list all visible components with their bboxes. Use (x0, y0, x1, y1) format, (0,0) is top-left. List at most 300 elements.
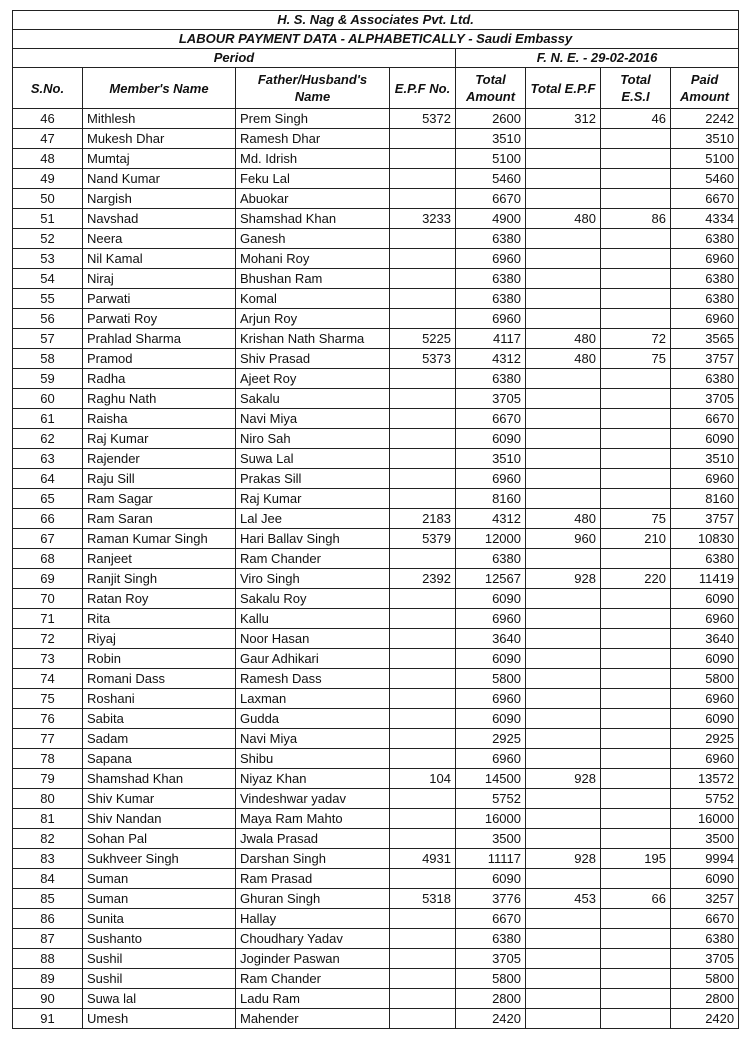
cell-sno: 66 (13, 509, 83, 529)
table-row (13, 749, 739, 769)
cell-member-name: Umesh (83, 1009, 236, 1029)
cell-father-name: Viro Singh (236, 569, 390, 589)
report-title: LABOUR PAYMENT DATA - ALPHABETICALLY - Saudi Embassy (13, 30, 739, 49)
cell-member-name: Sushil (83, 949, 236, 969)
cell-paid-amount: 13572 (671, 769, 739, 789)
cell-total-esi (601, 909, 671, 929)
cell-total-amount: 3705 (456, 949, 526, 969)
cell-total-epf (526, 829, 601, 849)
col-header-member-name: Member's Name (83, 68, 236, 109)
cell-total-esi: 195 (601, 849, 671, 869)
cell-total-epf (526, 649, 601, 669)
cell-epf-no (390, 249, 456, 269)
cell-sno: 79 (13, 769, 83, 789)
cell-member-name: Neera (83, 229, 236, 249)
table-row (13, 789, 739, 809)
cell-epf-no (390, 609, 456, 629)
table-row (13, 529, 739, 549)
cell-sno: 56 (13, 309, 83, 329)
cell-total-esi (601, 689, 671, 709)
cell-total-epf (526, 589, 601, 609)
cell-father-name: Ghuran Singh (236, 889, 390, 909)
cell-sno: 52 (13, 229, 83, 249)
table-row (13, 1009, 739, 1029)
cell-epf-no: 4931 (390, 849, 456, 869)
table-row (13, 969, 739, 989)
cell-total-amount: 3510 (456, 129, 526, 149)
cell-total-epf (526, 629, 601, 649)
cell-sno: 80 (13, 789, 83, 809)
cell-member-name: Suwa lal (83, 989, 236, 1009)
cell-paid-amount: 6090 (671, 649, 739, 669)
cell-paid-amount: 5800 (671, 969, 739, 989)
table-row (13, 289, 739, 309)
cell-total-amount: 6670 (456, 409, 526, 429)
cell-member-name: Shamshad Khan (83, 769, 236, 789)
cell-total-esi (601, 269, 671, 289)
cell-sno: 57 (13, 329, 83, 349)
cell-member-name: Sohan Pal (83, 829, 236, 849)
cell-total-epf (526, 429, 601, 449)
cell-paid-amount: 6090 (671, 869, 739, 889)
cell-sno: 87 (13, 929, 83, 949)
payment-table (12, 10, 739, 1029)
table-row (13, 649, 739, 669)
cell-paid-amount: 2925 (671, 729, 739, 749)
table-row (13, 949, 739, 969)
cell-total-esi (601, 129, 671, 149)
cell-father-name: Sakalu (236, 389, 390, 409)
cell-total-esi (601, 1009, 671, 1029)
cell-total-epf (526, 989, 601, 1009)
cell-member-name: Ranjeet (83, 549, 236, 569)
cell-total-esi (601, 449, 671, 469)
cell-total-esi (601, 749, 671, 769)
cell-total-amount: 6380 (456, 289, 526, 309)
table-row (13, 989, 739, 1009)
cell-total-epf (526, 929, 601, 949)
cell-member-name: Rajender (83, 449, 236, 469)
col-header-paid-amount: Paid Amount (671, 68, 739, 109)
period-label: Period (13, 49, 456, 68)
cell-father-name: Hari Ballav Singh (236, 529, 390, 549)
cell-member-name: Shiv Kumar (83, 789, 236, 809)
table-row (13, 389, 739, 409)
cell-epf-no (390, 189, 456, 209)
cell-member-name: Raju Sill (83, 469, 236, 489)
cell-father-name: Shamshad Khan (236, 209, 390, 229)
cell-member-name: Prahlad Sharma (83, 329, 236, 349)
cell-paid-amount: 6960 (671, 689, 739, 709)
cell-epf-no (390, 129, 456, 149)
cell-father-name: Prakas Sill (236, 469, 390, 489)
cell-total-epf (526, 249, 601, 269)
cell-paid-amount: 6960 (671, 249, 739, 269)
cell-sno: 68 (13, 549, 83, 569)
cell-father-name: Navi Miya (236, 729, 390, 749)
cell-total-esi (601, 989, 671, 1009)
cell-total-esi (601, 289, 671, 309)
table-row (13, 769, 739, 789)
cell-epf-no: 2392 (390, 569, 456, 589)
cell-father-name: Sakalu Roy (236, 589, 390, 609)
cell-epf-no (390, 549, 456, 569)
cell-total-amount: 6380 (456, 549, 526, 569)
cell-total-amount: 6960 (456, 309, 526, 329)
cell-total-esi (601, 769, 671, 789)
cell-member-name: Sukhveer Singh (83, 849, 236, 869)
cell-sno: 65 (13, 489, 83, 509)
cell-father-name: Maya Ram Mahto (236, 809, 390, 829)
cell-member-name: Suman (83, 869, 236, 889)
cell-total-epf (526, 669, 601, 689)
table-row (13, 549, 739, 569)
cell-paid-amount: 3510 (671, 129, 739, 149)
table-row (13, 629, 739, 649)
cell-total-amount: 6670 (456, 189, 526, 209)
cell-total-amount: 6670 (456, 909, 526, 929)
cell-total-amount: 6960 (456, 749, 526, 769)
cell-epf-no (390, 709, 456, 729)
table-row (13, 729, 739, 749)
cell-member-name: Nargish (83, 189, 236, 209)
table-row (13, 609, 739, 629)
cell-total-amount: 6380 (456, 929, 526, 949)
cell-member-name: Roshani (83, 689, 236, 709)
cell-paid-amount: 2242 (671, 109, 739, 129)
company-name: H. S. Nag & Associates Pvt. Ltd. (13, 11, 739, 30)
cell-total-amount: 12567 (456, 569, 526, 589)
table-row (13, 509, 739, 529)
cell-sno: 72 (13, 629, 83, 649)
cell-total-epf (526, 1009, 601, 1029)
cell-father-name: Mohani Roy (236, 249, 390, 269)
cell-epf-no (390, 629, 456, 649)
cell-sno: 59 (13, 369, 83, 389)
cell-sno: 77 (13, 729, 83, 749)
cell-total-epf (526, 969, 601, 989)
table-row (13, 249, 739, 269)
cell-total-amount: 6090 (456, 589, 526, 609)
cell-father-name: Ganesh (236, 229, 390, 249)
cell-total-esi (601, 489, 671, 509)
table-row (13, 909, 739, 929)
cell-father-name: Shiv Prasad (236, 349, 390, 369)
cell-paid-amount: 6090 (671, 709, 739, 729)
cell-member-name: Niraj (83, 269, 236, 289)
cell-father-name: Lal Jee (236, 509, 390, 529)
cell-total-amount: 6960 (456, 249, 526, 269)
cell-sno: 61 (13, 409, 83, 429)
cell-paid-amount: 3757 (671, 349, 739, 369)
cell-total-amount: 11117 (456, 849, 526, 869)
cell-sno: 51 (13, 209, 83, 229)
cell-epf-no (390, 669, 456, 689)
cell-paid-amount: 3257 (671, 889, 739, 909)
cell-total-amount: 5460 (456, 169, 526, 189)
cell-total-amount: 14500 (456, 769, 526, 789)
cell-member-name: Ram Sagar (83, 489, 236, 509)
cell-total-epf (526, 689, 601, 709)
cell-total-esi (601, 969, 671, 989)
cell-total-epf (526, 269, 601, 289)
cell-total-amount: 5100 (456, 149, 526, 169)
cell-epf-no (390, 389, 456, 409)
cell-father-name: Choudhary Yadav (236, 929, 390, 949)
cell-total-epf (526, 129, 601, 149)
cell-member-name: Mumtaj (83, 149, 236, 169)
payment-sheet (12, 10, 738, 1029)
cell-father-name: Kallu (236, 609, 390, 629)
cell-member-name: Raghu Nath (83, 389, 236, 409)
cell-total-esi: 210 (601, 529, 671, 549)
cell-epf-no (390, 429, 456, 449)
cell-member-name: Romani Dass (83, 669, 236, 689)
cell-total-esi (601, 309, 671, 329)
cell-total-amount: 4117 (456, 329, 526, 349)
cell-member-name: Raman Kumar Singh (83, 529, 236, 549)
cell-father-name: Ramesh Dhar (236, 129, 390, 149)
cell-total-esi: 220 (601, 569, 671, 589)
cell-father-name: Feku Lal (236, 169, 390, 189)
cell-paid-amount: 5800 (671, 669, 739, 689)
cell-total-amount: 3705 (456, 389, 526, 409)
cell-total-epf (526, 729, 601, 749)
cell-father-name: Krishan Nath Sharma (236, 329, 390, 349)
cell-father-name: Hallay (236, 909, 390, 929)
cell-total-esi (601, 589, 671, 609)
cell-paid-amount: 5460 (671, 169, 739, 189)
cell-sno: 48 (13, 149, 83, 169)
cell-paid-amount: 6090 (671, 589, 739, 609)
cell-paid-amount: 3500 (671, 829, 739, 849)
cell-member-name: Robin (83, 649, 236, 669)
cell-total-esi: 75 (601, 509, 671, 529)
cell-member-name: Nil Kamal (83, 249, 236, 269)
cell-total-amount: 5800 (456, 969, 526, 989)
cell-father-name: Ladu Ram (236, 989, 390, 1009)
cell-sno: 64 (13, 469, 83, 489)
cell-epf-no (390, 929, 456, 949)
cell-sno: 54 (13, 269, 83, 289)
table-row (13, 229, 739, 249)
cell-member-name: Sapana (83, 749, 236, 769)
cell-total-amount: 4312 (456, 349, 526, 369)
cell-total-esi (601, 549, 671, 569)
cell-sno: 88 (13, 949, 83, 969)
cell-epf-no (390, 449, 456, 469)
cell-sno: 71 (13, 609, 83, 629)
cell-epf-no: 5372 (390, 109, 456, 129)
table-row (13, 809, 739, 829)
cell-total-amount: 3640 (456, 629, 526, 649)
cell-epf-no (390, 149, 456, 169)
cell-father-name: Ram Chander (236, 549, 390, 569)
cell-member-name: Navshad (83, 209, 236, 229)
cell-total-epf (526, 789, 601, 809)
cell-sno: 58 (13, 349, 83, 369)
cell-total-esi: 86 (601, 209, 671, 229)
cell-total-amount: 6960 (456, 609, 526, 629)
table-row (13, 489, 739, 509)
table-row (13, 849, 739, 869)
cell-sno: 62 (13, 429, 83, 449)
cell-total-epf (526, 809, 601, 829)
cell-epf-no: 5373 (390, 349, 456, 369)
cell-paid-amount: 6960 (671, 309, 739, 329)
cell-sno: 85 (13, 889, 83, 909)
cell-member-name: Mithlesh (83, 109, 236, 129)
cell-epf-no: 5225 (390, 329, 456, 349)
cell-paid-amount: 6670 (671, 909, 739, 929)
cell-member-name: Ratan Roy (83, 589, 236, 609)
cell-member-name: Rita (83, 609, 236, 629)
cell-epf-no (390, 309, 456, 329)
cell-total-epf: 480 (526, 209, 601, 229)
cell-paid-amount: 6670 (671, 189, 739, 209)
cell-total-esi (601, 609, 671, 629)
cell-sno: 74 (13, 669, 83, 689)
cell-father-name: Navi Miya (236, 409, 390, 429)
cell-sno: 84 (13, 869, 83, 889)
cell-epf-no (390, 689, 456, 709)
table-row (13, 269, 739, 289)
cell-paid-amount: 4334 (671, 209, 739, 229)
cell-member-name: Parwati Roy (83, 309, 236, 329)
cell-paid-amount: 6960 (671, 609, 739, 629)
cell-father-name: Vindeshwar yadav (236, 789, 390, 809)
cell-epf-no (390, 489, 456, 509)
cell-total-esi (601, 429, 671, 449)
cell-member-name: Sunita (83, 909, 236, 929)
cell-total-epf: 312 (526, 109, 601, 129)
cell-father-name: Ramesh Dass (236, 669, 390, 689)
cell-paid-amount: 3640 (671, 629, 739, 649)
cell-total-amount: 4900 (456, 209, 526, 229)
cell-total-amount: 6960 (456, 689, 526, 709)
col-header-epf-no: E.P.F No. (390, 68, 456, 109)
table-row (13, 189, 739, 209)
cell-total-amount: 2420 (456, 1009, 526, 1029)
cell-father-name: Gaur Adhikari (236, 649, 390, 669)
cell-member-name: Sushanto (83, 929, 236, 949)
cell-total-epf (526, 469, 601, 489)
cell-sno: 78 (13, 749, 83, 769)
cell-epf-no (390, 409, 456, 429)
cell-total-amount: 6090 (456, 649, 526, 669)
cell-father-name: Joginder Paswan (236, 949, 390, 969)
cell-total-amount: 6090 (456, 429, 526, 449)
cell-total-esi (601, 789, 671, 809)
table-row (13, 469, 739, 489)
cell-father-name: Niro Sah (236, 429, 390, 449)
cell-epf-no (390, 169, 456, 189)
cell-paid-amount: 2420 (671, 1009, 739, 1029)
cell-total-epf: 960 (526, 529, 601, 549)
cell-epf-no (390, 749, 456, 769)
table-row (13, 449, 739, 469)
cell-epf-no (390, 989, 456, 1009)
cell-total-esi (601, 389, 671, 409)
cell-member-name: Suman (83, 889, 236, 909)
cell-total-epf (526, 289, 601, 309)
cell-total-epf: 928 (526, 569, 601, 589)
cell-total-epf (526, 409, 601, 429)
cell-sno: 70 (13, 589, 83, 609)
cell-sno: 82 (13, 829, 83, 849)
cell-sno: 73 (13, 649, 83, 669)
cell-total-epf (526, 489, 601, 509)
cell-paid-amount: 3705 (671, 389, 739, 409)
table-row (13, 369, 739, 389)
cell-member-name: Ram Saran (83, 509, 236, 529)
cell-total-epf (526, 909, 601, 929)
cell-total-epf (526, 449, 601, 469)
cell-epf-no (390, 909, 456, 929)
cell-total-esi (601, 469, 671, 489)
cell-sno: 91 (13, 1009, 83, 1029)
cell-epf-no (390, 869, 456, 889)
table-row (13, 429, 739, 449)
col-header-father-name: Father/Husband's Name (236, 68, 390, 109)
cell-total-amount: 2800 (456, 989, 526, 1009)
cell-paid-amount: 6380 (671, 369, 739, 389)
table-row (13, 409, 739, 429)
cell-paid-amount: 6380 (671, 289, 739, 309)
cell-total-esi: 46 (601, 109, 671, 129)
cell-total-epf (526, 609, 601, 629)
cell-total-esi: 72 (601, 329, 671, 349)
cell-total-epf (526, 149, 601, 169)
cell-total-amount: 2600 (456, 109, 526, 129)
cell-total-epf: 480 (526, 509, 601, 529)
cell-epf-no (390, 469, 456, 489)
cell-paid-amount: 9994 (671, 849, 739, 869)
cell-total-epf: 453 (526, 889, 601, 909)
table-row (13, 689, 739, 709)
cell-father-name: Laxman (236, 689, 390, 709)
cell-member-name: Parwati (83, 289, 236, 309)
cell-total-amount: 2925 (456, 729, 526, 749)
cell-member-name: Raisha (83, 409, 236, 429)
cell-paid-amount: 3705 (671, 949, 739, 969)
table-row (13, 589, 739, 609)
col-header-total-epf: Total E.P.F (526, 68, 601, 109)
cell-father-name: Ram Chander (236, 969, 390, 989)
cell-total-amount: 6090 (456, 709, 526, 729)
cell-total-esi (601, 629, 671, 649)
cell-total-amount: 16000 (456, 809, 526, 829)
table-row (13, 829, 739, 849)
cell-total-amount: 6960 (456, 469, 526, 489)
col-header-total-esi: Total E.S.I (601, 68, 671, 109)
cell-total-esi (601, 709, 671, 729)
cell-total-epf: 480 (526, 349, 601, 369)
cell-paid-amount: 6090 (671, 429, 739, 449)
cell-paid-amount: 3757 (671, 509, 739, 529)
cell-father-name: Darshan Singh (236, 849, 390, 869)
cell-epf-no (390, 369, 456, 389)
cell-member-name: Sabita (83, 709, 236, 729)
cell-epf-no: 5379 (390, 529, 456, 549)
cell-sno: 47 (13, 129, 83, 149)
cell-sno: 50 (13, 189, 83, 209)
cell-total-epf (526, 369, 601, 389)
cell-member-name: Ranjit Singh (83, 569, 236, 589)
cell-total-epf (526, 749, 601, 769)
cell-epf-no: 5318 (390, 889, 456, 909)
cell-total-esi (601, 169, 671, 189)
